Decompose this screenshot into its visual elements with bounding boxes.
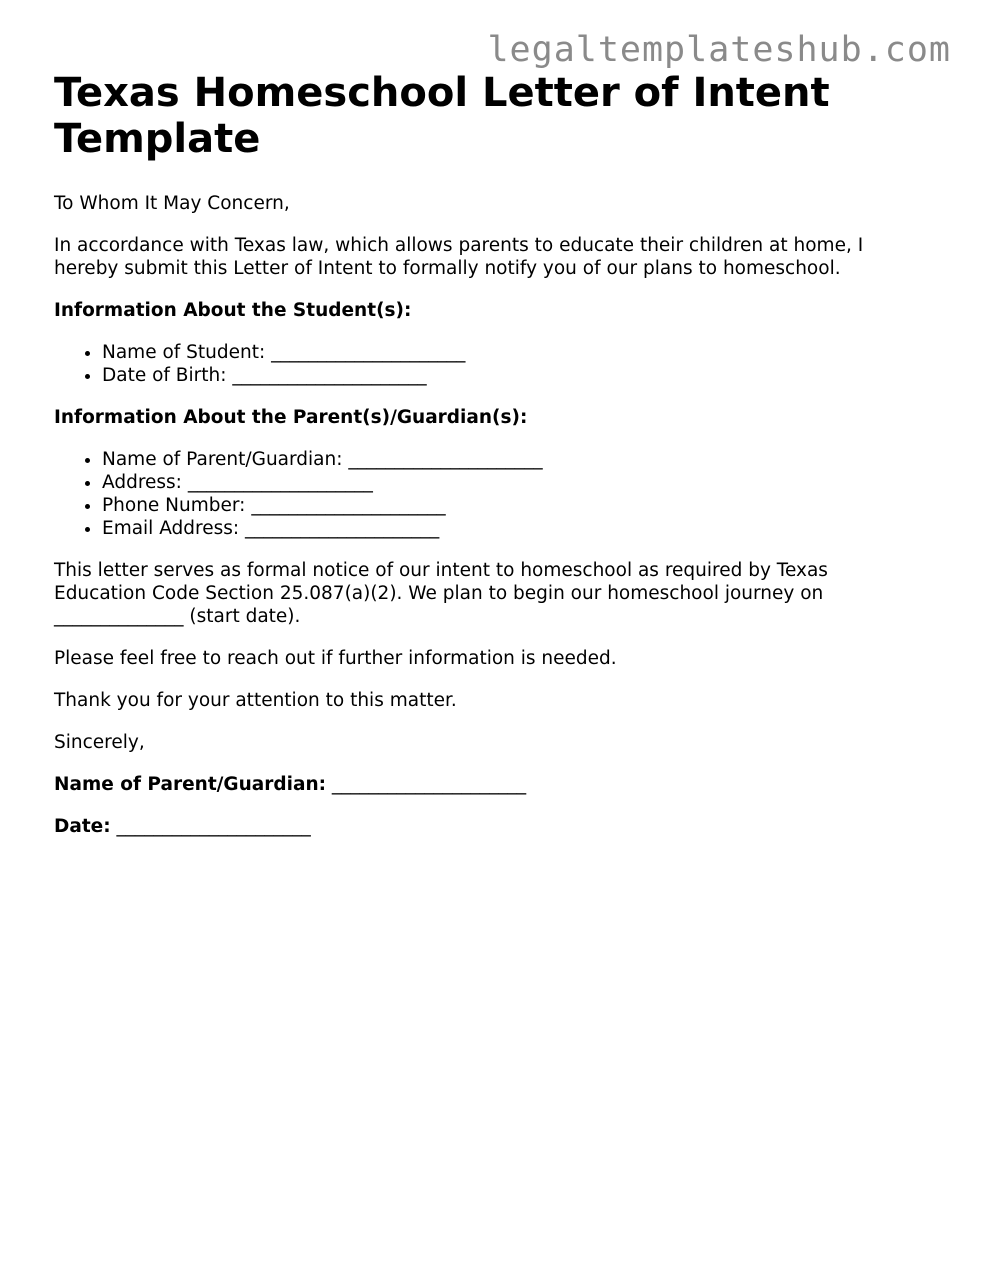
address-label: Address:: [102, 472, 182, 493]
email-address-blank: _____________________: [245, 518, 440, 539]
salutation: To Whom It May Concern,: [54, 193, 290, 214]
signature-name-blank: _____________________: [331, 774, 527, 795]
parent-name-label: Name of Parent/Guardian:: [102, 449, 343, 470]
date-of-birth-label: Date of Birth:: [102, 365, 227, 386]
signature-date-blank: _____________________: [116, 816, 311, 837]
list-item: [102, 364, 924, 387]
phone-number-label: Phone Number:: [102, 495, 246, 516]
student-name-label: Name of Student:: [102, 342, 266, 363]
address-blank: ____________________: [187, 472, 373, 493]
closing: Sincerely,: [54, 732, 145, 753]
thanks-paragraph: Thank you for your attention to this matter.: [54, 690, 457, 711]
student-name-blank: _____________________: [271, 342, 466, 363]
list-item: [102, 494, 924, 517]
signature-name-label: Name of Parent/Guardian:: [54, 774, 327, 795]
date-of-birth-blank: _____________________: [232, 365, 427, 386]
parent-section-heading: Information About the Parent(s)/Guardian(s):: [54, 407, 528, 428]
intro-paragraph: In accordance with Texas law, which allows parents to educate their children at home, I hereby submit this Letter of Intent to formally notify you of our plans to homeschool.: [54, 235, 864, 279]
document-page: [54, 70, 924, 857]
start-date-blank: ______________: [54, 606, 184, 627]
list-item: [102, 471, 924, 494]
start-date-label: (start date).: [189, 606, 301, 627]
parent-name-blank: _____________________: [348, 449, 543, 470]
notice-paragraph: [54, 559, 924, 628]
list-item: [102, 448, 924, 471]
signature-name-line: [54, 773, 924, 796]
student-section-heading: Information About the Student(s):: [54, 300, 412, 321]
email-address-label: Email Address:: [102, 518, 240, 539]
reach-out-paragraph: Please feel free to reach out if further information is needed.: [54, 648, 617, 669]
document-title: Texas Homeschool Letter of Intent Template: [54, 70, 830, 162]
list-item: [102, 341, 924, 364]
parent-info-list: [54, 448, 924, 540]
phone-number-blank: _____________________: [251, 495, 446, 516]
signature-date-label: Date:: [54, 816, 111, 837]
student-info-list: [54, 341, 924, 387]
list-item: [102, 517, 924, 540]
watermark: legaltemplateshub.com: [487, 30, 951, 70]
signature-date-line: [54, 815, 924, 838]
notice-text: This letter serves as formal notice of our intent to homeschool as required by Texas Education Code Section 25.087(a)(2). We plan to begin our homeschool journey on: [54, 560, 828, 604]
